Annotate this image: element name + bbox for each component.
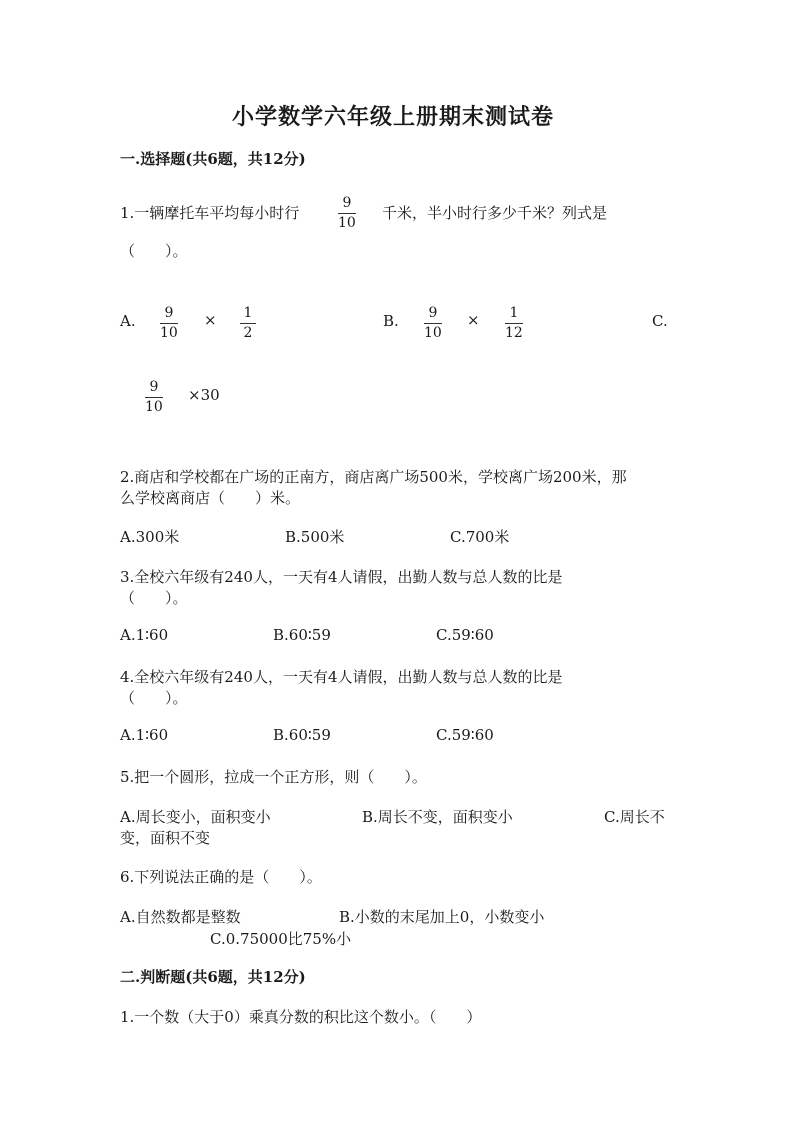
option-a-fraction-2 [240, 306, 256, 341]
fraction-denominator: 10 [338, 215, 356, 231]
fraction-numerator: 1 [509, 305, 519, 321]
option-a-label[interactable]: A. [120, 312, 136, 330]
times-sign: × [467, 311, 480, 329]
question-4-option-c[interactable]: C.59∶60 [436, 726, 494, 744]
question-6-option-a[interactable]: A.自然数都是整数 [120, 908, 241, 926]
fraction-denominator: 10 [160, 325, 178, 341]
option-a-fraction-1 [160, 306, 178, 341]
question-1-text-cont: 千米，半小时行多少千米？列式是 [382, 204, 608, 222]
fraction-numerator: 9 [342, 195, 352, 211]
fraction-numerator: 1 [243, 305, 253, 321]
times-sign: × [204, 311, 217, 329]
fraction-denominator: 2 [243, 325, 253, 341]
question-1-blank: （ ）。 [120, 242, 188, 260]
question-3-blank: （ ）。 [120, 589, 188, 607]
question-3-text: 3.全校六年级有240人，一天有4人请假，出勤人数与总人数的比是 [120, 568, 563, 586]
option-c-label[interactable]: C. [652, 312, 668, 330]
fraction-9-10 [338, 196, 356, 231]
question-6-text: 6.下列说法正确的是（ ）。 [120, 868, 322, 886]
fraction-denominator: 12 [505, 325, 523, 341]
question-6-option-c[interactable]: C.0.75000比75%小 [210, 930, 352, 948]
fraction-denominator: 10 [424, 325, 442, 341]
question-4-text: 4.全校六年级有240人，一天有4人请假，出勤人数与总人数的比是 [120, 668, 563, 686]
question-4-blank: （ ）。 [120, 689, 188, 707]
option-b-label[interactable]: B. [383, 312, 399, 330]
fraction-numerator: 9 [428, 305, 438, 321]
option-b-fraction-1 [424, 306, 442, 341]
option-c-multiplier: ×30 [188, 386, 220, 404]
question-2-text-cont: 么学校离商店（ ）米。 [120, 489, 301, 507]
section-heading-choice: 一.选择题(共6题，共12分) [120, 150, 306, 168]
question-2-text: 2.商店和学校都在广场的正南方，商店离广场500米，学校离广场200米，那 [120, 468, 627, 486]
question-3-option-b[interactable]: B.60∶59 [273, 626, 331, 644]
judgment-question-1: 1.一个数（大于0）乘真分数的积比这个数小。（ ） [120, 1008, 482, 1026]
question-5-option-c-cont: 变，面积不变 [120, 829, 211, 847]
question-4-option-a[interactable]: A.1∶60 [120, 726, 169, 744]
question-3-option-a[interactable]: A.1∶60 [120, 626, 169, 644]
question-2-option-b[interactable]: B.500米 [285, 528, 345, 546]
question-1-text: 1.一辆摩托车平均每小时行 [120, 204, 300, 222]
question-4-option-b[interactable]: B.60∶59 [273, 726, 331, 744]
question-5-text: 5.把一个圆形，拉成一个正方形，则（ ）。 [120, 768, 427, 786]
fraction-denominator: 10 [145, 399, 163, 415]
question-5-option-c[interactable]: C.周长不 [604, 808, 665, 826]
fraction-numerator: 9 [164, 305, 174, 321]
question-3-option-c[interactable]: C.59∶60 [436, 626, 494, 644]
fraction-numerator: 9 [149, 379, 159, 395]
option-c-fraction [145, 380, 163, 415]
page-title: 小学数学六年级上册期末测试卷 [232, 104, 555, 130]
option-b-fraction-2 [505, 306, 523, 341]
question-2-option-a[interactable]: A.300米 [120, 528, 180, 546]
question-6-option-b[interactable]: B.小数的末尾加上0，小数变小 [339, 908, 545, 926]
question-5-option-a[interactable]: A.周长变小，面积变小 [120, 808, 271, 826]
question-2-option-c[interactable]: C.700米 [450, 528, 510, 546]
question-5-option-b[interactable]: B.周长不变，面积变小 [362, 808, 513, 826]
section-heading-judgment: 二.判断题(共6题，共12分) [120, 968, 306, 986]
